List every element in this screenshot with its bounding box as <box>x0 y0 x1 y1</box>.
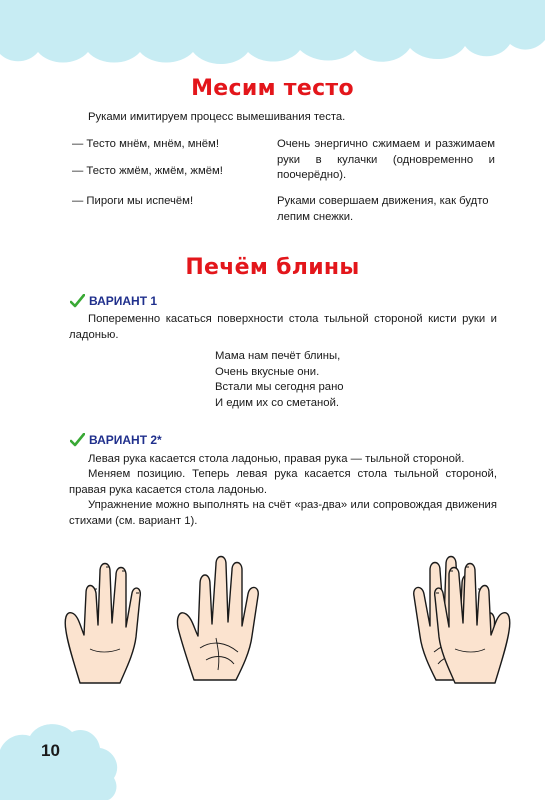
cloud-bottom-decoration <box>0 710 120 800</box>
section-title-mesim-testo: Месим тесто <box>191 76 354 101</box>
variant-2-heading <box>70 433 162 447</box>
variant-1-label: ВАРИАНТ 1 <box>89 294 158 308</box>
rhyme-line-2: — Тесто жмём, жмём, жмём! <box>72 165 223 177</box>
variant-2-paragraph-2: Меняем позицию. Теперь левая рука касается стола тыльной стороной, правая рука касается стола ладонью. <box>69 468 497 496</box>
instruction-snowballs: Руками совершаем движения, как будто лепим снежки. <box>277 195 489 223</box>
poem-line: И едим их со сметаной. <box>215 396 340 409</box>
hands-illustration <box>60 548 515 688</box>
checkmark-icon <box>70 433 85 447</box>
variant-2-paragraph-3: Упражнение можно выполнять на счёт «раз-два» или сопровождая движения стихами (см. вариант 1). <box>69 499 497 527</box>
poem-line: Встали мы сегодня рано <box>215 381 344 393</box>
poem-line: Очень вкусные они. <box>215 365 320 378</box>
poem-bliny <box>215 349 415 411</box>
variant-2-paragraph-1: Левая рука касается стола ладонью, правая рука — тыльной стороной. <box>88 453 465 465</box>
variant-1-text: Попеременно касаться поверхности стола тыльной стороной кисти руки и ладонью. <box>69 313 497 341</box>
page-number: 10 <box>41 741 60 760</box>
checkmark-icon <box>70 294 85 308</box>
variant-2-label: ВАРИАНТ 2* <box>89 433 162 447</box>
section-title-pechem-bliny: Печём блины <box>185 255 360 280</box>
rhyme-line-3: — Пироги мы испечём! <box>72 195 194 207</box>
poem-line: Мама нам печёт блины, <box>215 350 341 362</box>
section1-intro: Руками имитируем процесс вымешивания теста. <box>88 111 346 123</box>
variant-1-heading <box>70 294 157 308</box>
instruction-squeeze-hands: Очень энергично сжимаем и разжимаем руки в кулачки (одновременно и поочерёдно). <box>277 138 495 181</box>
cloud-top-decoration <box>0 0 545 80</box>
rhyme-line-1: — Тесто мнём, мнём, мнём! <box>72 138 219 150</box>
